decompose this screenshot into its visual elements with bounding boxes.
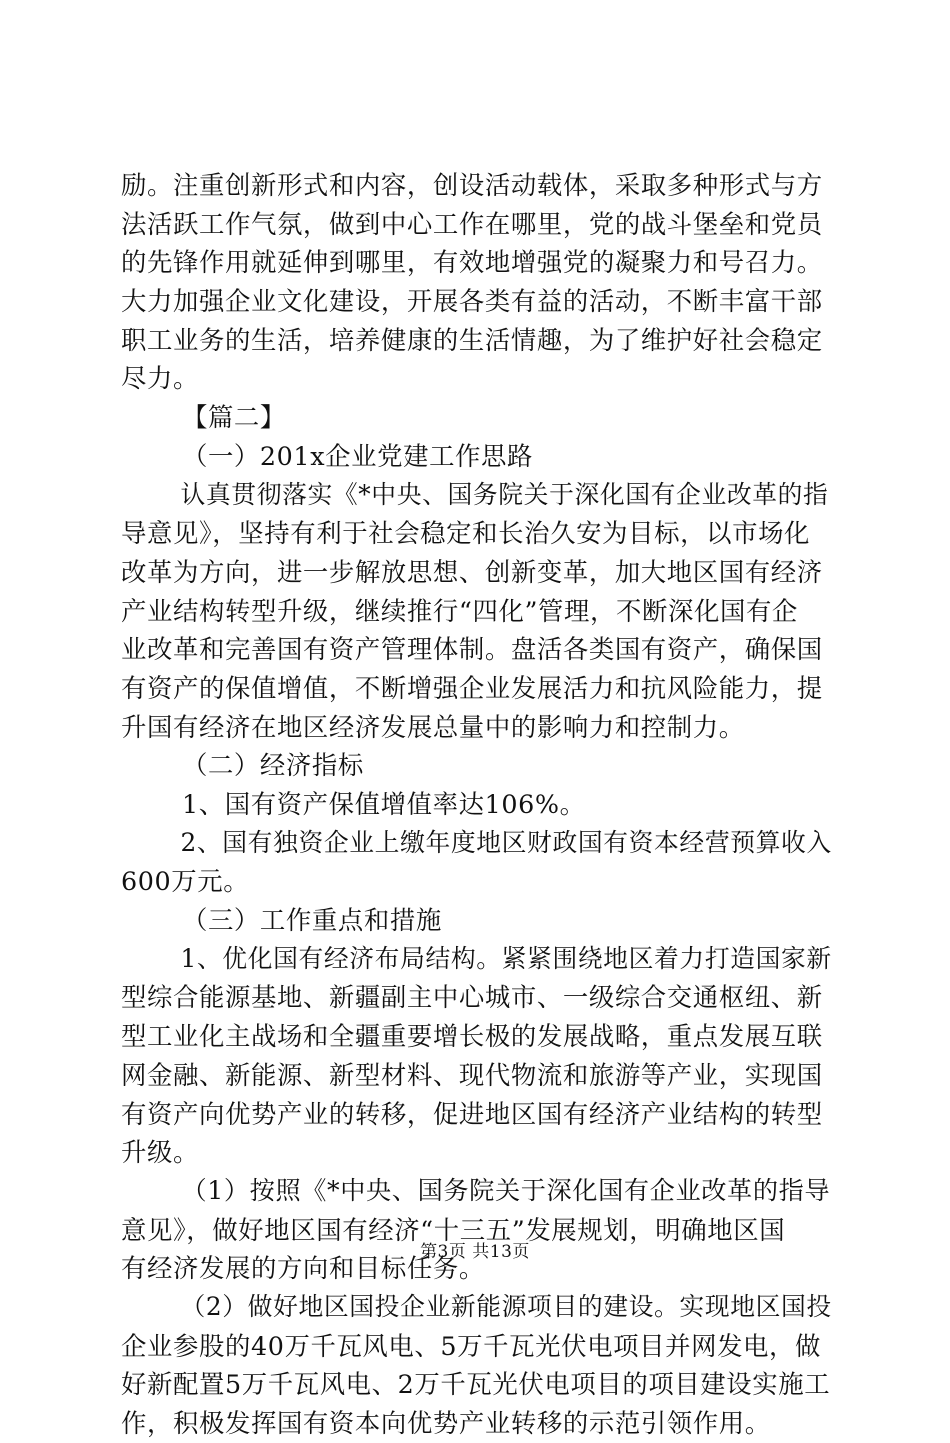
text-line: 认真贯彻落实《*中央、国务院关于深化国有企业改革的指	[180, 479, 829, 509]
text-line: 法活跃工作气氛，做到中心工作在哪里，党的战斗堡垒和党员	[121, 208, 823, 239]
text-line: 网金融、新能源、新型材料、现代物流和旅游等产业，实现国	[121, 1059, 823, 1090]
text-line: 作，积极发挥国有资本向优势产业转移的示范引领作用。	[121, 1408, 771, 1438]
text-line: 1、国有资产保值增值率达106%。	[181, 789, 586, 819]
text-line: 尽力。	[121, 363, 199, 394]
text-line: （一）201x企业党建工作思路	[181, 440, 534, 471]
text-line: 励。注重创新形式和内容，创设活动载体，采取多种形式与方	[121, 170, 823, 200]
text-line: 600万元。	[121, 866, 250, 897]
text-line: 改革为方向，进一步解放思想、创新变革，加大地区国有经济	[121, 556, 823, 587]
text-line: （二）经济指标	[181, 750, 364, 781]
text-line: 有经济发展的方向和目标任务。	[121, 1253, 485, 1284]
text-line: 导意见》，坚持有利于社会稳定和长治久安为目标，以市场化	[121, 518, 811, 549]
text-line: 意见》，做好地区国有经济“十三五”发展规划，明确地区国	[121, 1214, 786, 1245]
text-line: 升级。	[121, 1137, 199, 1168]
text-line: 型工业化主战场和全疆重要增长极的发展战略，重点发展互联	[121, 1021, 823, 1052]
text-line: 大力加强企业文化建设，开展各类有益的活动，不断丰富干部	[121, 286, 823, 317]
text-line: 型综合能源基地、新疆副主中心城市、一级综合交通枢纽、新	[121, 982, 823, 1013]
text-line: 的先锋作用就延伸到哪里，有效地增强党的凝聚力和号召力。	[121, 247, 823, 278]
text-line: 好新配置5万千瓦风电、2万千瓦光伏电项目的项目建设实施工	[121, 1369, 831, 1400]
text-line: 有资产的保值增值，不断增强企业发展活力和抗风险能力，提	[121, 672, 823, 703]
text-line: 2、国有独资企业上缴年度地区财政国有资本经营预算收入	[180, 827, 832, 857]
text-line: 职工业务的生活，培养健康的生活情趣，为了维护好社会稳定	[121, 324, 823, 355]
text-line: 企业参股的40万千瓦风电、5万千瓦光伏电项目并网发电，做	[121, 1330, 822, 1361]
page-footer: 第3页 共13页	[420, 1242, 530, 1262]
text-line: 业改革和完善国有资产管理体制。盘活各类国有资产，确保国	[121, 634, 823, 665]
text-line: （三）工作重点和措施	[181, 905, 442, 936]
text-line: 产业结构转型升级，继续推行“四化”管理，不断深化国有企	[121, 595, 798, 626]
text-line: 升国有经济在地区经济发展总量中的影响力和控制力。	[121, 711, 745, 742]
text-line: 有资产向优势产业的转移，促进地区国有经济产业结构的转型	[121, 1098, 823, 1129]
text-line: （1）按照《*中央、国务院关于深化国有企业改革的指导	[181, 1175, 831, 1205]
text-line: 【篇二】	[181, 402, 286, 433]
text-line: （2）做好地区国投企业新能源项目的建设。实现地区国投	[180, 1291, 832, 1321]
text-line: 1、优化国有经济布局结构。紧紧围绕地区着力打造国家新	[180, 943, 832, 973]
